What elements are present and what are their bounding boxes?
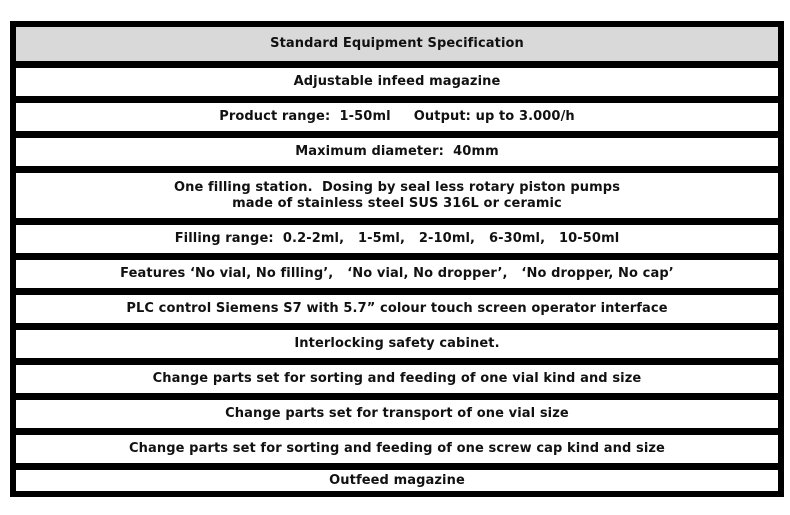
table-row: Features ‘No vial, No filling’, ‘No vial, No dropper’, ‘No dropper, No cap’ bbox=[16, 260, 778, 288]
table-row: Filling range: 0.2-2ml, 1-5ml, 2-10ml, 6-30ml, 10-50ml bbox=[16, 225, 778, 253]
table-row: One filling station. Dosing by seal less rotary piston pumps made of stainless steel SUS 316L or ceramic bbox=[16, 173, 778, 218]
table-row: Interlocking safety cabinet. bbox=[16, 330, 778, 358]
table-row: PLC control Siemens S7 with 5.7” colour touch screen operator interface bbox=[16, 295, 778, 323]
table-row: Change parts set for transport of one vial size bbox=[16, 400, 778, 428]
table-row: Maximum diameter: 40mm bbox=[16, 138, 778, 166]
table-row: Product range: 1-50ml Output: up to 3.000/h bbox=[16, 103, 778, 131]
spec-table bbox=[10, 21, 784, 497]
table-header: Standard Equipment Specification bbox=[16, 27, 778, 61]
table-row: Change parts set for sorting and feeding of one vial kind and size bbox=[16, 365, 778, 393]
table-row: Outfeed magazine bbox=[16, 470, 778, 491]
table-row: Change parts set for sorting and feeding of one screw cap kind and size bbox=[16, 435, 778, 463]
table-row: Adjustable infeed magazine bbox=[16, 68, 778, 96]
